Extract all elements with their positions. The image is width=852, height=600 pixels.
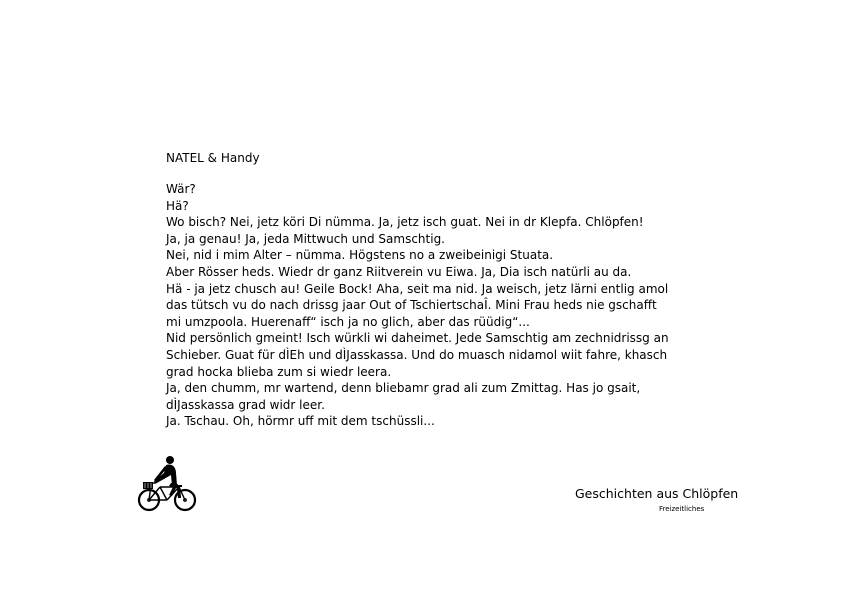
story-line: Ja, ja genau! Ja, jeda Mittwuch und Samschtig.	[166, 231, 445, 246]
story-line: Ja, den chumm, mr wartend, denn bliebamr grad ali zum Zmittag. Has jo gsait,	[166, 381, 641, 396]
story-line: Schieber. Guat für dÌEh und dÌJasskassa. Und do muasch nidamol wiit fahre, khasch	[166, 347, 668, 362]
story-body	[166, 181, 669, 430]
story-line: Hä - ja jetz chusch au! Geile Bock! Aha, seit ma nid. Ja weisch, jetz lärni entlig amol	[166, 281, 669, 296]
story-line: Aber Rösser heds. Wiedr dr ganz Riitverein vu Eiwa. Ja, Dia isch natürli au da.	[166, 264, 632, 279]
story-line: Ja. Tschau. Oh, hörmr uff mit dem tschüssli...	[166, 414, 435, 429]
footer-subtitle: Freizeitliches	[659, 505, 705, 513]
footer-title: Geschichten aus Chlöpfen	[575, 486, 739, 501]
cyclist-icon	[136, 455, 198, 517]
story-line: Wo bisch? Nei, jetz köri Di nümma. Ja, jetz isch guat. Nei in dr Klepfa. Chlöpfen!	[166, 215, 644, 230]
story-line: mi umzpoola. Huerenaff“ isch ja no glich, aber das rüüdig“...	[166, 314, 530, 329]
story-line: Hä?	[166, 198, 189, 213]
story-line: das tütsch vu do nach drissg jaar Out of TschiertschaÎ. Mini Frau heds nie gschafft	[166, 298, 657, 313]
story-title: NATEL & Handy	[166, 151, 260, 165]
story-line: grad hocka blieba zum si wiedr leera.	[166, 364, 392, 379]
story-line: dÌJasskassa grad widr leer.	[166, 397, 325, 412]
story-line: Wär?	[166, 182, 196, 196]
story-line: Nid persönlich gmeint! Isch würkli wi daheimet. Jede Samschtig am zechnidrissg an	[166, 331, 669, 346]
story-line: Nei, nid i mim Alter – nümma. Högstens no a zweibeinigi Stuata.	[166, 248, 554, 263]
